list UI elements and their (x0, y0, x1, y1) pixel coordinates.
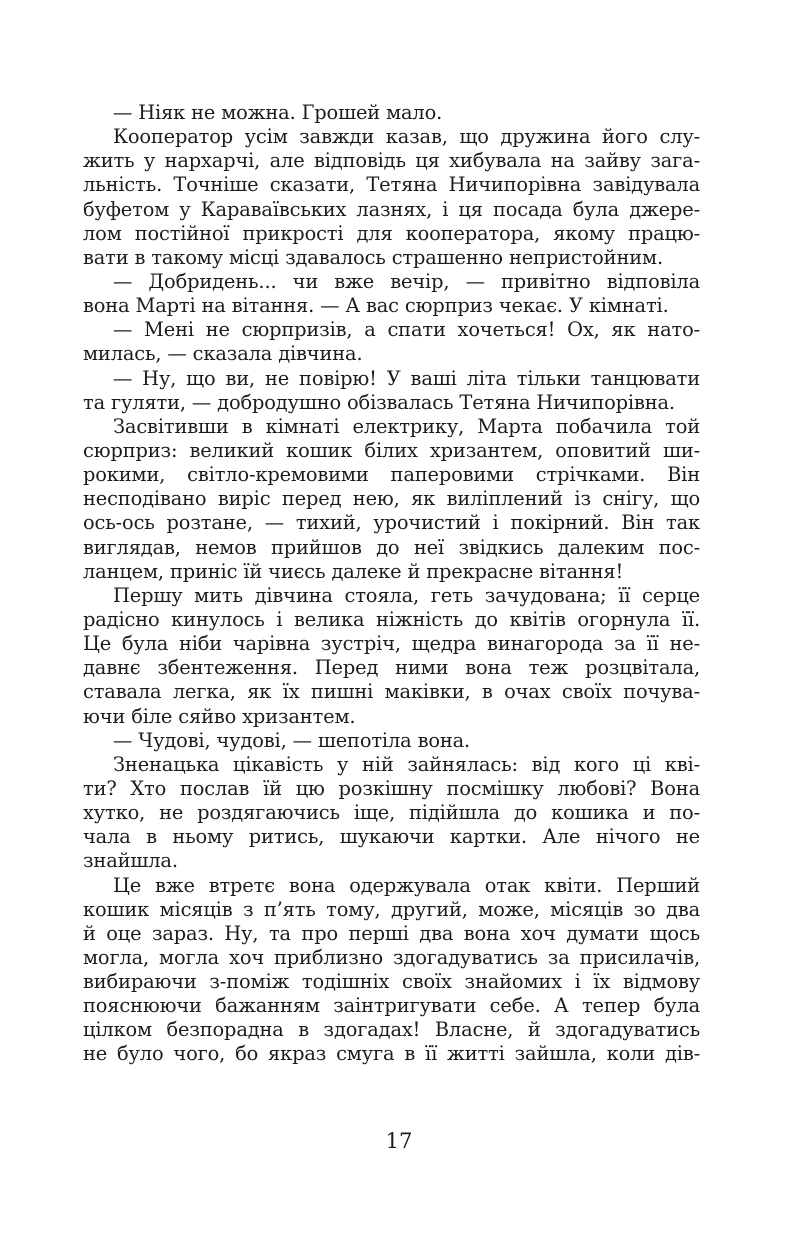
body-text (83, 101, 700, 1067)
text-line: й оце зараз. Ну, та про перші два вона хоч думати щось (83, 921, 700, 945)
text-line: ючи біле сяйво хризантем. (83, 704, 356, 728)
text-line: Першу мить дівчина стояла, геть зачудована; її серце (113, 583, 700, 607)
text-line: льність. Точніше сказати, Тетяна Ничипорівна завідувала (83, 173, 700, 197)
text-line: Це вже втретє вона одержувала отак квіти. Перший (113, 873, 700, 897)
text-line: ставала легка, як їх пишні маківки, в очах своїх почува- (83, 680, 700, 704)
text-line: ланцем, приніс їй чиєсь далеке й прекрасне вітання! (83, 559, 624, 583)
text-line: буфетом у Караваївських лазнях, і ця посада була джере- (83, 197, 700, 221)
text-line: несподівано виріс перед нею, як виліплений із снігу, що (83, 487, 700, 511)
text-line: знайшла. (83, 849, 178, 873)
text-line: — Мені не сюрпризів, а спати хочеться! Ох, як нато- (113, 318, 700, 342)
text-line: пояснюючи бажанням заінтригувати себе. А тепер була (83, 994, 700, 1018)
text-line: — Чудові, чудові, — шепотіла вона. (113, 728, 471, 752)
text-line: цілком безпорадна в здогадах! Власне, й здогадуватись (83, 1018, 700, 1042)
text-line: не було чого, бо якраз смуга в її житті зайшла, коли дів- (83, 1042, 700, 1066)
text-line: ось-ось розтане, — тихий, урочистий і покірний. Він так (83, 511, 700, 535)
text-line: рокими, світло-кремовими паперовими стрічками. Він (83, 463, 700, 487)
text-line: кошик місяців з п’ять тому, другий, може, місяців зо два (83, 897, 700, 921)
text-line: сюрприз: великий кошик білих хризантем, оповитий ши- (83, 438, 700, 462)
text-line: та гуляти, — добродушно обізвалась Тетяна Ничипорівна. (83, 390, 675, 414)
text-line: вона Марті на вітання. — А вас сюрприз чекає. У кімнаті. (83, 294, 669, 318)
text-line: — Ніяк не можна. Грошей мало. (113, 101, 443, 124)
text-line: вати в такому місці здавалось страшенно непристойним. (83, 245, 663, 269)
text-line: давнє збентеження. Перед ними вона теж розцвітала, (83, 656, 700, 680)
text-line: Зненацька цікавість у ній зайнялась: від кого ці кві- (113, 752, 700, 776)
text-line: Це була ніби чарівна зустріч, щедра винагорода за її не- (83, 632, 700, 656)
text-line: хутко, не роздягаючись іще, підійшла до кошика и по- (83, 801, 700, 825)
text-line: — Ну, що ви, не повірю! У ваші літа тільки танцювати (113, 366, 700, 390)
text-line: лом постійної прикрості для кооператора, якому працю- (83, 221, 700, 245)
text-line: ти? Хто послав їй цю розкішну посмішку любові? Вона (83, 776, 700, 800)
text-line: — Добридень... чи вже вечір, — привітно відповіла (113, 269, 700, 293)
text-line: радісно кинулось і велика ніжність до квітів огорнула її. (83, 607, 700, 631)
text-line: вибираючи з-поміж тодішніх своїх знайомих і їх відмову (83, 970, 700, 994)
text-line: жить у нархарчі, але відповідь ця хибувала на зайву зага- (83, 149, 700, 173)
text-line: виглядав, немов прийшов до неї звідкись далеким пос- (83, 535, 700, 559)
text-line: милась, — сказала дівчина. (83, 342, 363, 366)
text-line: Кооператор усім завжди казав, що дружина його слу- (113, 125, 700, 149)
text-line: чала в ньому ритись, шукаючи картки. Але нічого не (83, 825, 700, 849)
page-number: 17 (385, 1129, 413, 1153)
text-line: могла, могла хоч приблизно здогадуватись за присилачів, (83, 945, 700, 969)
text-line: Засвітивши в кімнаті електрику, Марта побачила той (113, 414, 700, 438)
